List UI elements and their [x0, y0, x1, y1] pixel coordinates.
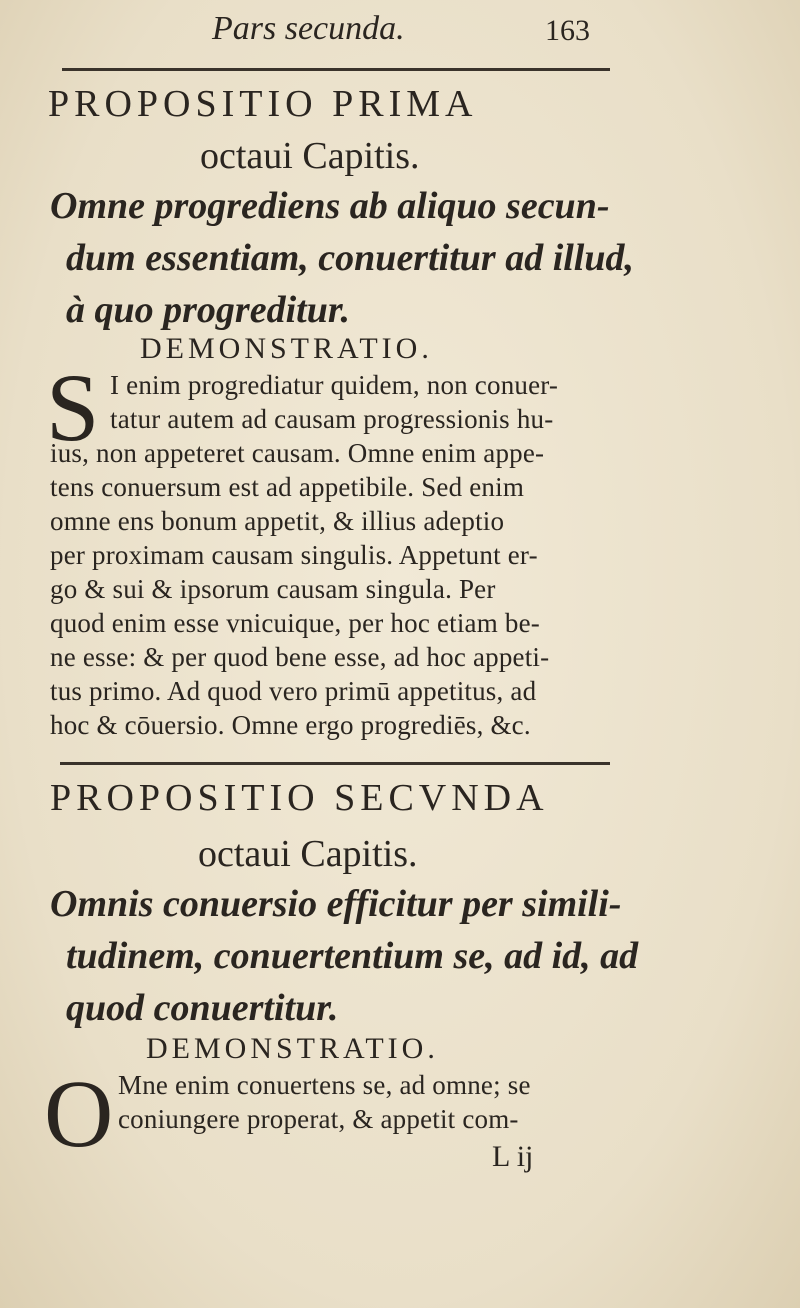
body-text-line: omne ens bonum appetit, & illius adeptio	[50, 506, 505, 536]
proposition-subheading: octaui Capitis.	[198, 833, 418, 875]
body-text-line: go & sui & ipsorum causam singula. Per	[50, 574, 496, 604]
body-text-line: per proximam causam singulis. Appetunt er-	[50, 540, 538, 570]
proposition-text-line: tudinem, conuertentium se, ad id, ad	[66, 935, 639, 977]
body-text-line: I enim progrediatur quidem, non conuer-	[110, 370, 559, 400]
body-text-line: coniungere properat, & appetit com-	[118, 1104, 519, 1134]
page-number: 163	[545, 14, 590, 47]
running-title: Pars secunda.	[212, 10, 405, 47]
demonstratio-heading: DEMONSTRATIO.	[140, 332, 433, 365]
proposition-text-line: Omnis conuersio efficitur per simili-	[50, 883, 622, 925]
body-text-line: hoc & cōuersio. Omne ergo progrediēs, &c.	[50, 710, 531, 740]
body-text-line: Mne enim conuertens se, ad omne; se	[118, 1070, 531, 1100]
body-text-line: tus primo. Ad quod vero primū appetitus, ad	[50, 676, 537, 706]
body-text-line: tens conuersum est ad appetibile. Sed enim	[50, 472, 525, 502]
body-text-line: ius, non appeteret causam. Omne enim appe-	[50, 438, 545, 468]
proposition-text-line: dum essentiam, conuertitur ad illud,	[66, 237, 634, 279]
proposition-subheading: octaui Capitis.	[200, 135, 420, 177]
body-text-line: quod enim esse vnicuique, per hoc etiam be-	[50, 608, 540, 638]
signature-mark: L ij	[492, 1140, 534, 1173]
section-divider	[60, 762, 610, 765]
proposition-text-line: Omne progrediens ab aliquo secun-	[50, 185, 610, 227]
proposition-text-line: quod conuertitur.	[66, 987, 339, 1029]
proposition-heading: PROPOSITIO PRIMA	[48, 83, 478, 125]
header-rule	[62, 68, 610, 71]
proposition-heading: PROPOSITIO SECVNDA	[50, 777, 549, 819]
drop-cap: S	[46, 354, 100, 461]
proposition-text-line: à quo progreditur.	[66, 289, 351, 331]
body-text-line: tatur autem ad causam progressionis hu-	[110, 404, 554, 434]
drop-cap: O	[44, 1060, 114, 1167]
demonstratio-heading: DEMONSTRATIO.	[146, 1032, 439, 1065]
body-text-line: ne esse: & per quod bene esse, ad hoc appeti-	[50, 642, 550, 672]
